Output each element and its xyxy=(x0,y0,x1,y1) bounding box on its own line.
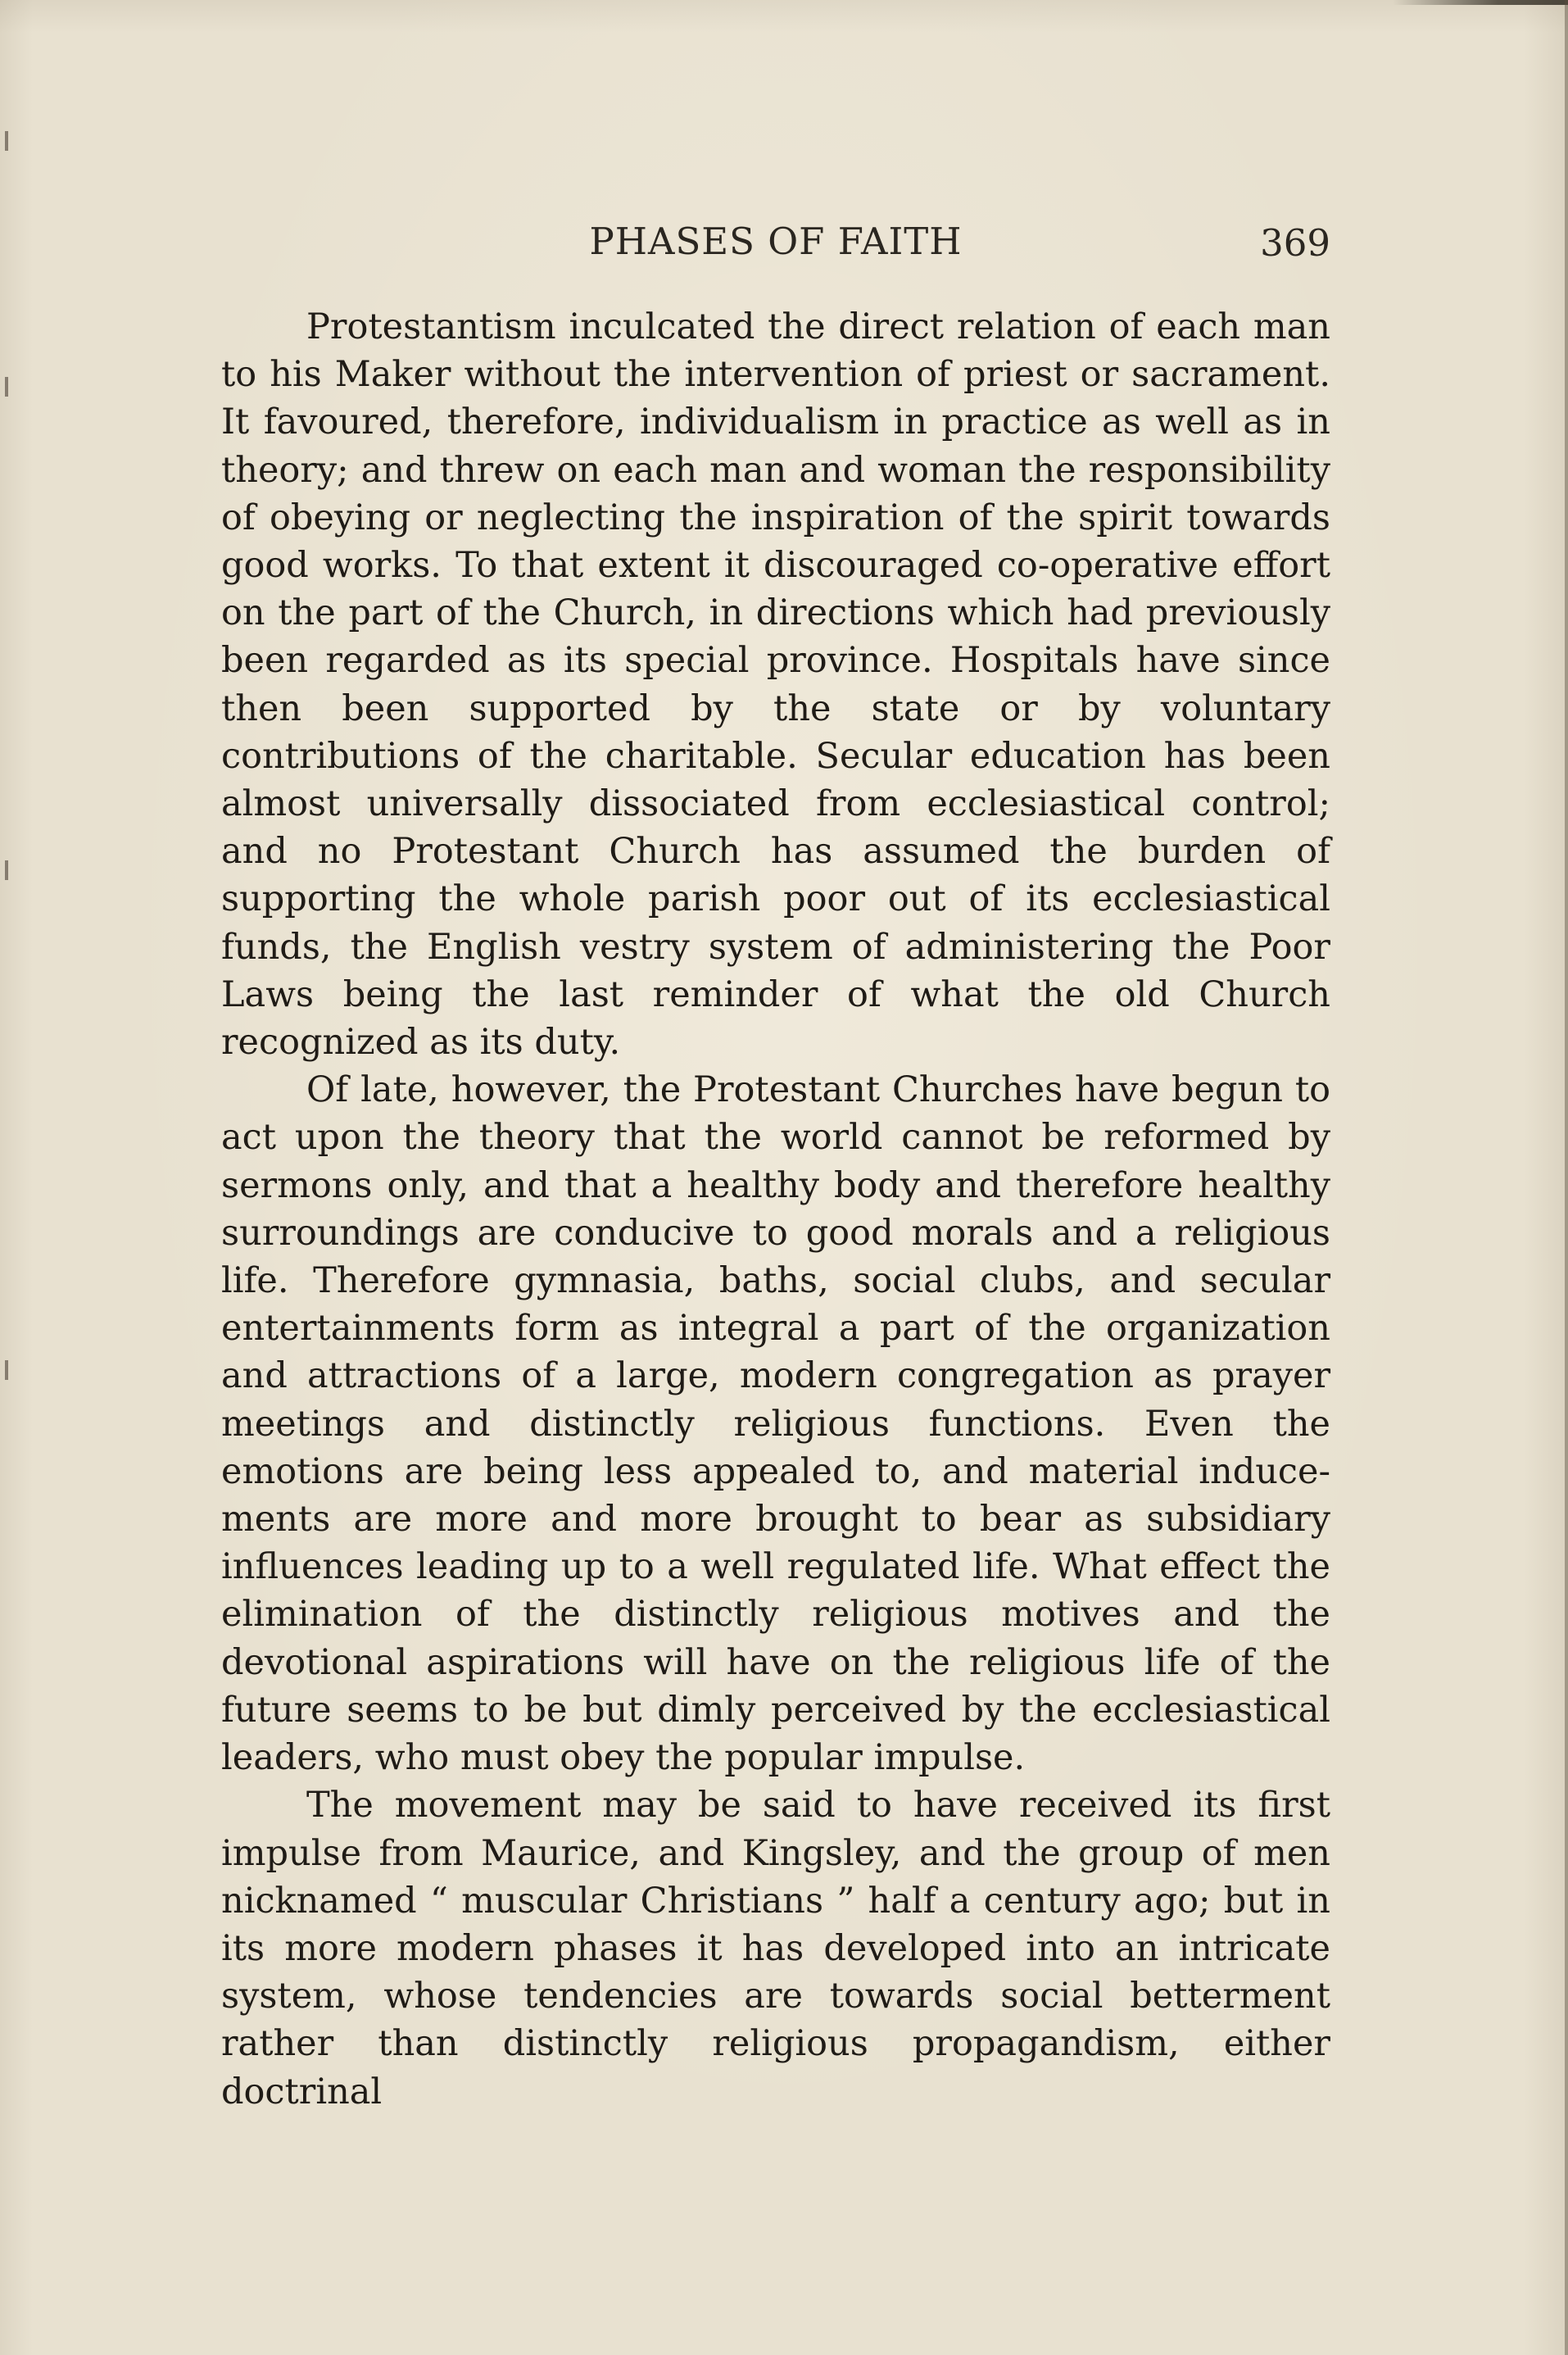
page-edge-shadow xyxy=(1393,0,1568,5)
paragraph: Of late, however, the Protestant Churches have begun to act upon the theory that the world cannot be reformed by sermons only, and that a healthy body and therefore healthy surroundings are conducive to good morals and a religious life. Therefore gymnasia, baths, social clubs, and secular entertainments form as integral a part of the organization and attractions of a large, modern congregation as prayer meetings and distinctly religious functions. Even the emotions are being less appealed to, and material inducements are more and more brought to bear as subsidiary influences leading up to a well regulated life. What effect the elimination of the distinctly religious motives and the devotional aspirations will have on the religious life of the future seems to be but dimly perceived by the ecclesiastical leaders, who must obey the popular impulse. xyxy=(221,1069,1330,1779)
margin-mark xyxy=(5,377,8,397)
paragraph: The movement may be said to have received its first impulse from Maurice, and Kingsley, and the group of men nicknamed “ muscular Christians ” half a century ago; but in its more modern phases it has developed into an intricate system, whose tendencies are towards social betterment rather than distinctly religious propagandism, either doctrinal xyxy=(221,1785,1330,2112)
page-number: 369 xyxy=(1260,221,1330,265)
margin-mark xyxy=(5,860,8,880)
margin-mark xyxy=(5,131,8,151)
margin-mark xyxy=(5,1360,8,1380)
running-head xyxy=(221,220,1330,277)
page-edge-right xyxy=(1565,0,1568,2355)
body-text xyxy=(221,303,1330,2116)
running-title: PHASES OF FAITH xyxy=(589,220,963,263)
paragraph: Protestantism inculcated the direct relation of each man to his Maker without the intervention of priest or sacrament. It favoured, therefore, individualism in practice as well as in theory; and threw on each man and woman the responsibility of obeying or neglecting the inspiration of the spirit towards good works. To that extent it discouraged co-operative effort on the part of the Church, in directions which had previously been regarded as its special province. Hospitals have since then been supported by the state or by voluntary contributions of the charitable. Secular education has been almost universally dissociated from ecclesiastical control; and no Protestant Church has assumed the burden of supporting the whole parish poor out of its ecclesiastical funds, the English vestry system of administering the Poor Laws being the last reminder of what the old Church recognized as its duty. xyxy=(221,306,1330,1064)
